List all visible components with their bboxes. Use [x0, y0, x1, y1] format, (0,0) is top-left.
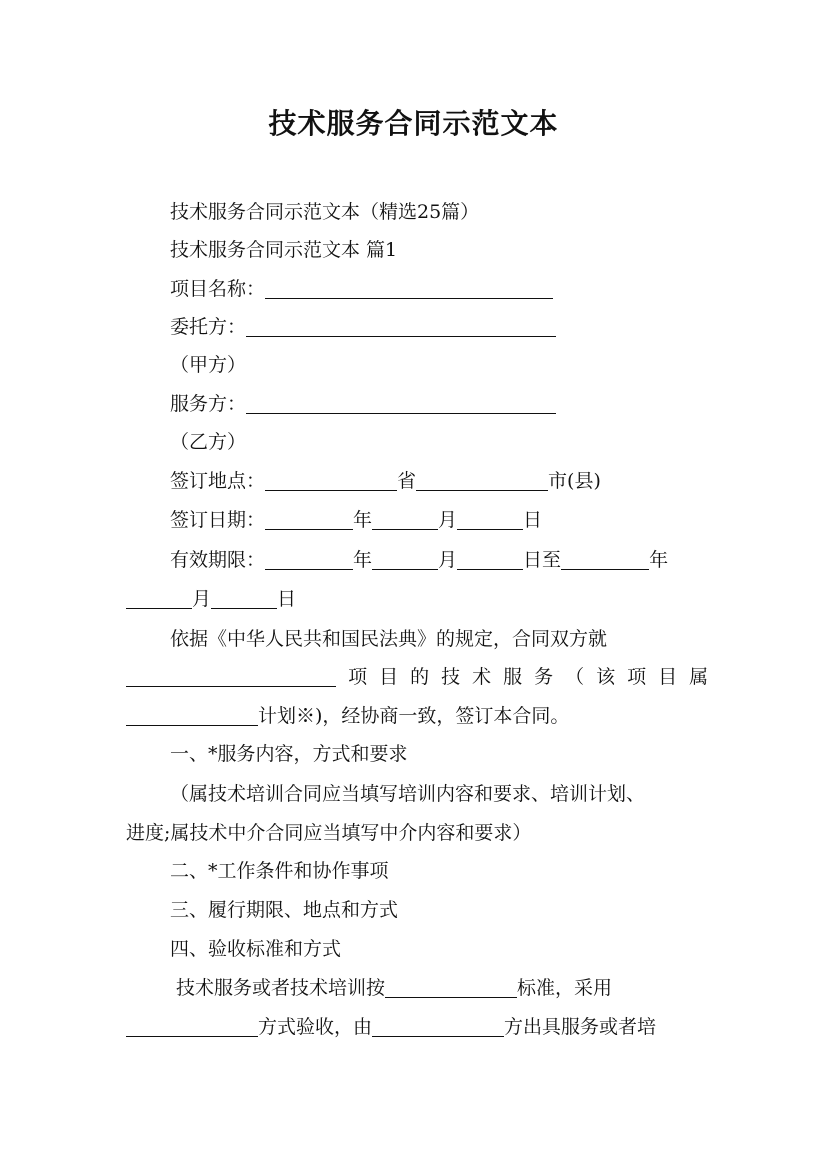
province-blank — [265, 472, 397, 491]
valid-from-day-blank — [457, 551, 523, 570]
validity-row — [170, 548, 668, 572]
valid-from-month-blank — [372, 551, 438, 570]
validity-row-cont — [126, 587, 296, 611]
section-1-heading: 一、*服务内容，方式和要求 — [170, 743, 408, 765]
sign-year-blank — [265, 511, 353, 530]
project-name-row — [170, 277, 553, 301]
standard-blank — [385, 979, 517, 998]
provider-blank — [246, 395, 556, 414]
section-4-heading: 四、验收标准和方式 — [170, 938, 342, 960]
place-row — [170, 469, 601, 493]
subtitle: 技术服务合同示范文本（精选25篇） — [170, 201, 480, 223]
province-label: 省 — [397, 470, 417, 492]
section-2-heading: 二、*工作条件和协作事项 — [170, 860, 389, 882]
section-4-text-c: 方式验收，由 — [258, 1016, 373, 1038]
party-a-label: （甲方） — [170, 354, 247, 376]
valid-from-year-blank — [265, 551, 353, 570]
section-1-note-1: （属技术培训合同应当填写培训内容和要求、培训计划、 — [170, 783, 646, 805]
valid-to-month-blank — [126, 590, 192, 609]
city-label: 市(县) — [548, 470, 601, 492]
sign-month-blank — [372, 511, 438, 530]
provider-row — [170, 392, 556, 416]
month-label: 月 — [438, 509, 458, 531]
provider-label: 服务方： — [170, 393, 247, 415]
project-blank — [126, 668, 336, 687]
year-label: 年 — [649, 549, 669, 571]
section-4-text-a: 技术服务或者技术培训按 — [176, 977, 386, 999]
preamble-line-3 — [126, 704, 569, 728]
plan-blank — [126, 707, 258, 726]
preamble-line-2-text: 项目的技术服务（该项目属 — [348, 666, 721, 688]
valid-to-day-blank — [211, 590, 277, 609]
valid-to-year-blank — [561, 551, 649, 570]
year-label: 年 — [353, 549, 373, 571]
sign-date-label: 签订日期： — [170, 509, 266, 531]
day-label: 日 — [523, 509, 543, 531]
section-4-text-b: 标准，采用 — [517, 977, 613, 999]
section-3-heading: 三、履行期限、地点和方式 — [170, 899, 399, 921]
client-row — [170, 315, 556, 339]
client-label: 委托方： — [170, 316, 247, 338]
party-b-label: （乙方） — [170, 431, 247, 453]
project-name-label: 项目名称： — [170, 278, 266, 300]
section-1-note-2: 进度;属技术中介合同应当填写中介内容和要求） — [126, 822, 532, 844]
city-blank — [416, 472, 548, 491]
section-4-text-d: 方出具服务或者培 — [504, 1016, 657, 1038]
preamble-line-2 — [126, 665, 720, 689]
month-label: 月 — [438, 549, 458, 571]
part-heading: 技术服务合同示范文本 篇1 — [170, 239, 398, 261]
validity-label: 有效期限： — [170, 549, 266, 571]
section-4-para-line-2 — [126, 1015, 656, 1039]
day-label: 日 — [277, 588, 297, 610]
sign-date-row — [170, 508, 542, 532]
year-label: 年 — [353, 509, 373, 531]
month-label: 月 — [192, 588, 212, 610]
sign-day-blank — [457, 511, 523, 530]
preamble-line-1: 依据《中华人民共和国民法典》的规定，合同双方就 — [170, 628, 608, 650]
section-4-para-line-1 — [176, 976, 612, 1000]
place-label: 签订地点： — [170, 470, 266, 492]
preamble-line-3-text: 计划※)，经协商一致，签订本合同。 — [258, 705, 570, 727]
to-label: 日至 — [523, 549, 562, 571]
client-blank — [246, 318, 556, 337]
document-title: 技术服务合同示范文本 — [268, 107, 559, 140]
project-name-blank — [265, 280, 553, 299]
issuer-blank — [372, 1018, 504, 1037]
method-blank — [126, 1018, 258, 1037]
